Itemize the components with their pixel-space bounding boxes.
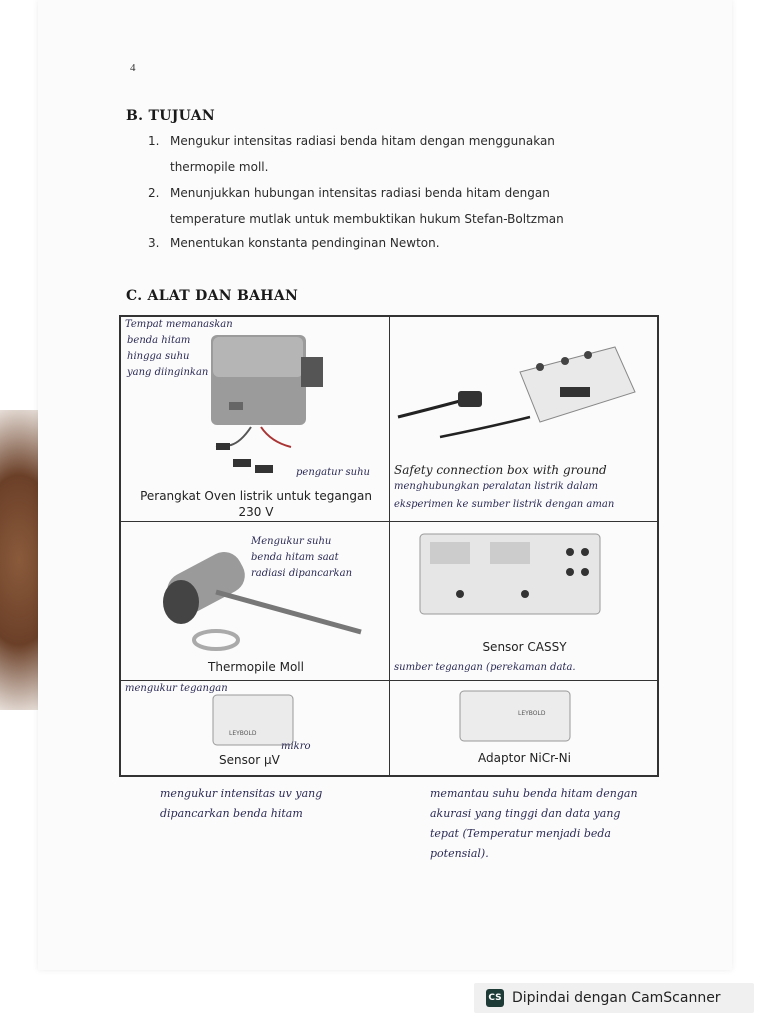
goal-item-2	[148, 180, 628, 232]
goal-number: 2.	[148, 186, 160, 200]
table-cell-thermopile	[120, 521, 390, 681]
notes-right	[430, 784, 638, 864]
goal-text-line: Menentukan konstanta pendinginan Newton.	[170, 236, 440, 250]
svg-text:LEYBOLD: LEYBOLD	[229, 730, 257, 737]
section-c-title: C. ALAT DAN BAHAN	[126, 288, 299, 304]
cassy-image	[390, 522, 658, 681]
cell-caption: Perangkat Oven listrik untuk tegangan	[140, 489, 372, 503]
goal-text-line: temperature mutlak untuk membuktikan hukum Stefan-Boltzman	[170, 212, 564, 226]
camscanner-logo-icon: CS	[486, 989, 504, 1007]
handwritten-note: radiasi dipancarkan	[251, 568, 353, 579]
cell-caption: Safety connection box with ground	[394, 463, 607, 477]
goal-text-line: Menunjukkan hubungan intensitas radiasi benda hitam dengan	[170, 186, 550, 200]
goal-number: 1.	[148, 134, 160, 148]
cell-caption: Sensor µV	[219, 753, 280, 767]
note-line: potensial).	[430, 847, 489, 860]
page-number: 4	[130, 62, 136, 74]
table-cell-sensor-uv	[120, 680, 390, 776]
handwritten-note: sumber tegangan (perekaman data.	[394, 662, 576, 673]
handwritten-note: menghubungkan peralatan listrik dalam	[394, 481, 599, 492]
note-line: akurasi yang tinggi dan data yang	[430, 807, 621, 820]
handwritten-note: Tempat memanaskan	[125, 319, 233, 330]
cell-caption: Adaptor NiCr-Ni	[478, 751, 571, 765]
note-line: dipancarkan benda hitam	[160, 807, 303, 820]
equipment-table	[119, 315, 659, 777]
note-line: mengukur intensitas uv yang	[160, 787, 323, 800]
goal-item-3	[148, 230, 628, 256]
goal-number: 3.	[148, 236, 160, 250]
note-line: tepat (Temperatur menjadi beda	[430, 827, 611, 840]
handwritten-note: benda hitam	[127, 335, 191, 346]
table-cell-safety-box	[389, 316, 658, 522]
goal-text-line: Mengukur intensitas radiasi benda hitam dengan menggunakan	[170, 134, 555, 148]
goal-item-1	[148, 128, 628, 180]
camscanner-badge	[474, 983, 754, 1013]
table-cell-adaptor	[389, 680, 658, 776]
section-b-title: B. TUJUAN	[126, 108, 215, 124]
table-cell-oven	[120, 316, 390, 522]
cell-caption: Sensor CASSY	[482, 640, 567, 654]
handwritten-note: mengukur tegangan	[125, 683, 228, 694]
camscanner-label: Dipindai dengan CamScanner	[512, 990, 721, 1006]
handwritten-note: mikro	[281, 741, 311, 752]
handwritten-note: hingga suhu	[127, 351, 190, 362]
notes-left	[160, 784, 322, 824]
handwritten-note: yang diinginkan	[127, 367, 209, 378]
handwritten-note: Mengukur suhu	[251, 536, 332, 547]
handwritten-note: benda hitam saat	[251, 552, 339, 563]
table-cell-cassy	[389, 521, 658, 681]
note-line: memantau suhu benda hitam dengan	[430, 787, 638, 800]
cell-caption: Thermopile Moll	[208, 660, 304, 674]
svg-text:LEYBOLD: LEYBOLD	[518, 710, 546, 717]
handwritten-note: pengatur suhu	[296, 467, 370, 478]
handwritten-note: eksperimen ke sumber listrik dengan aman	[394, 499, 615, 510]
goal-text-line: thermopile moll.	[170, 160, 269, 174]
cell-caption: 230 V	[238, 505, 274, 519]
